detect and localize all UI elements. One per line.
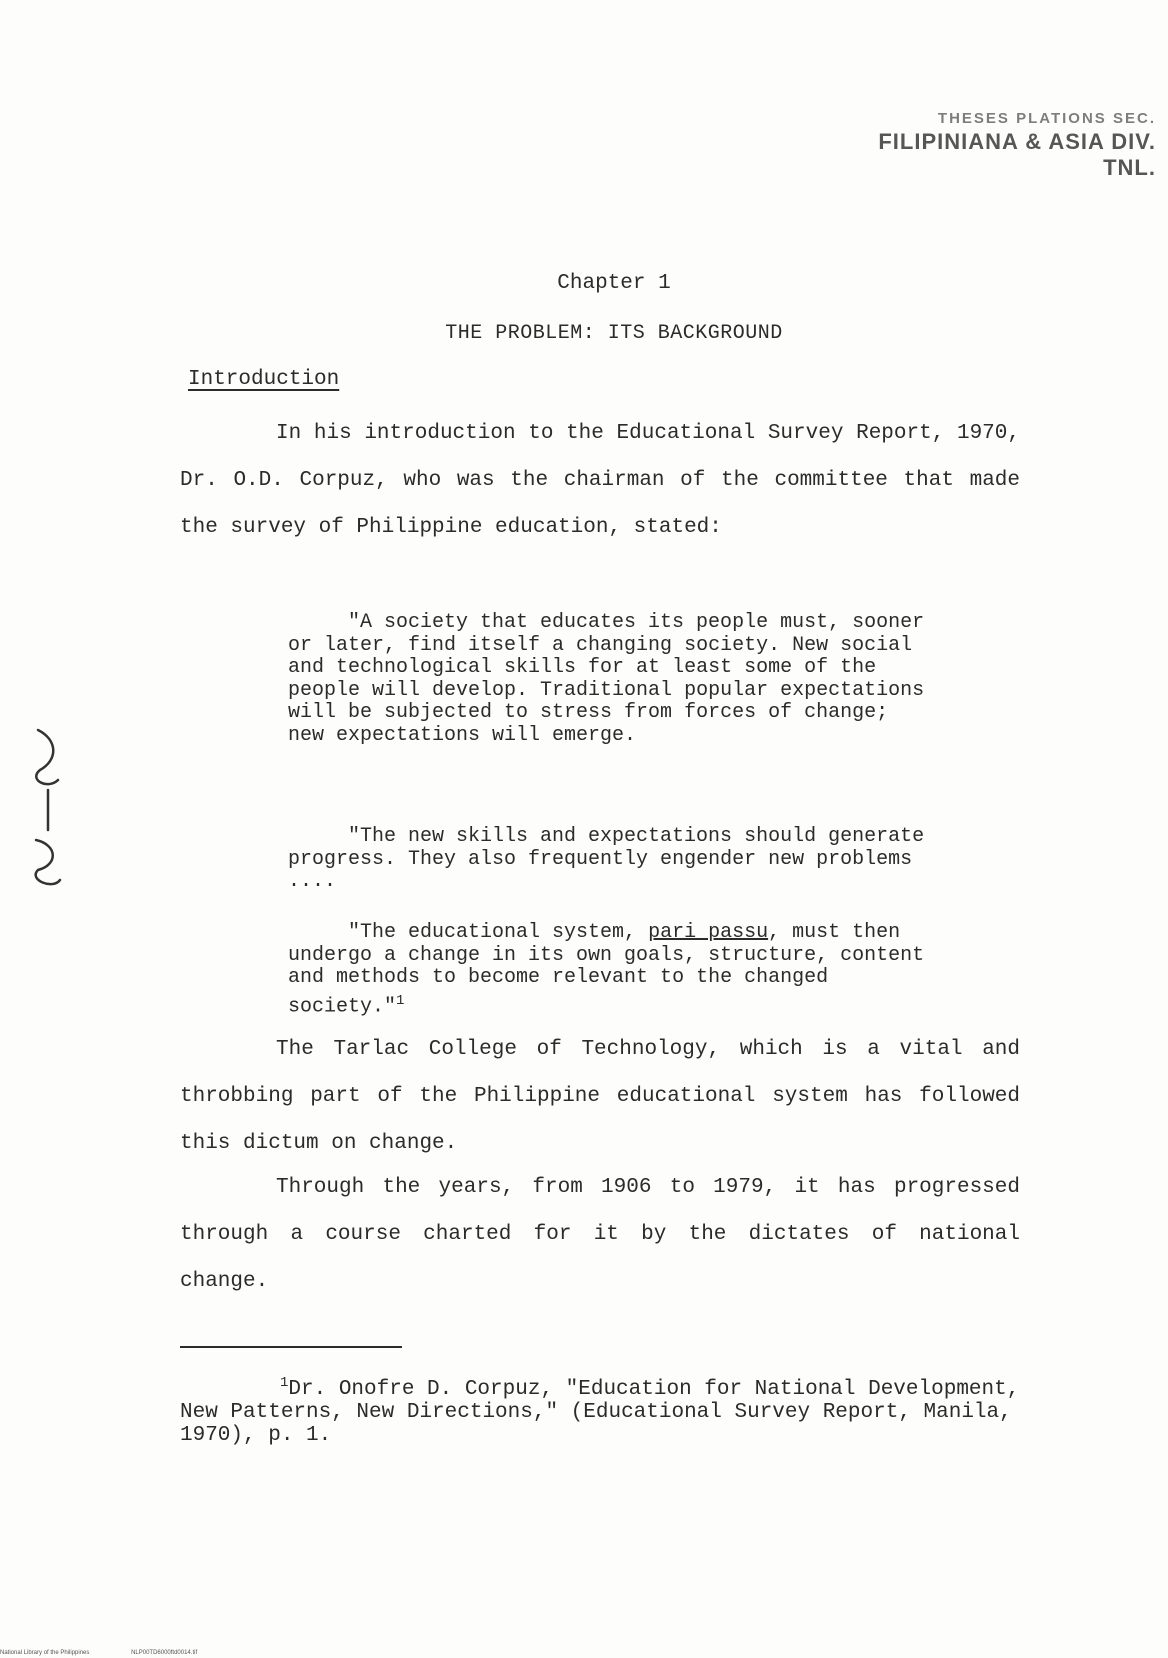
block-quote-3: [288, 922, 928, 1019]
scan-footer: [0, 1650, 237, 1656]
paragraph-progress: Through the years, from 1906 to 1979, it has progressed through a course charted for it by the dictates of national change.: [180, 1176, 1020, 1293]
paragraph-tarlac: The Tarlac College of Technology, which is a vital and throbbing part of the Philippine educational system has followed this dictum on change.: [180, 1038, 1020, 1155]
footer-library: National Library of the Philippines: [0, 1650, 90, 1656]
chapter-title: THE PROBLEM: ITS BACKGROUND: [445, 322, 783, 345]
footnote-reference: 1: [396, 992, 405, 1009]
footnote-divider: [180, 1346, 402, 1348]
section-heading: Introduction: [188, 368, 340, 391]
footer-filename: NLP00TD6000ftd0014.tif: [131, 1650, 198, 1656]
footnote-text: Dr. Onofre D. Corpuz, "Education for National Development, New Patterns, New Directions," (Educational Survey Report, Manila, 1970), p. 1.: [180, 1378, 1020, 1447]
chapter-number: Chapter 1: [557, 272, 671, 295]
quote-3-start: "The educational system,: [348, 921, 649, 944]
library-stamp: [826, 110, 1156, 181]
quote-3-end: , must then undergo a change in its own goals, structure, content and methods to become relevant to the changed society.": [288, 921, 925, 1019]
block-quote-1: "A society that educates its people must, sooner or later, find itself a changing society. New social and technological skills for at least some of the people will develop. Traditional popular expectations will be subjected to stress from forces of change; new expectations will emerge.: [288, 611, 925, 747]
paragraph-intro: In his introduction to the Educational Survey Report, 1970, Dr. O.D. Corpuz, who was the chairman of the committee that made the survey of Philippine education, stated:: [180, 422, 1020, 539]
stamp-line-2: FILIPINIANA & ASIA DIV. TNL.: [878, 129, 1156, 180]
footnote: [180, 1372, 1040, 1447]
footnote-marker: 1: [280, 1375, 289, 1391]
stamp-line-1: THESES PLATIONS SEC.: [937, 110, 1156, 127]
handwritten-annotation-icon: [18, 720, 78, 900]
block-quote-2: "The new skills and expectations should generate progress. They also frequently engender new problems ....: [288, 825, 925, 893]
quote-3-latin-phrase: pari passu: [648, 921, 769, 944]
